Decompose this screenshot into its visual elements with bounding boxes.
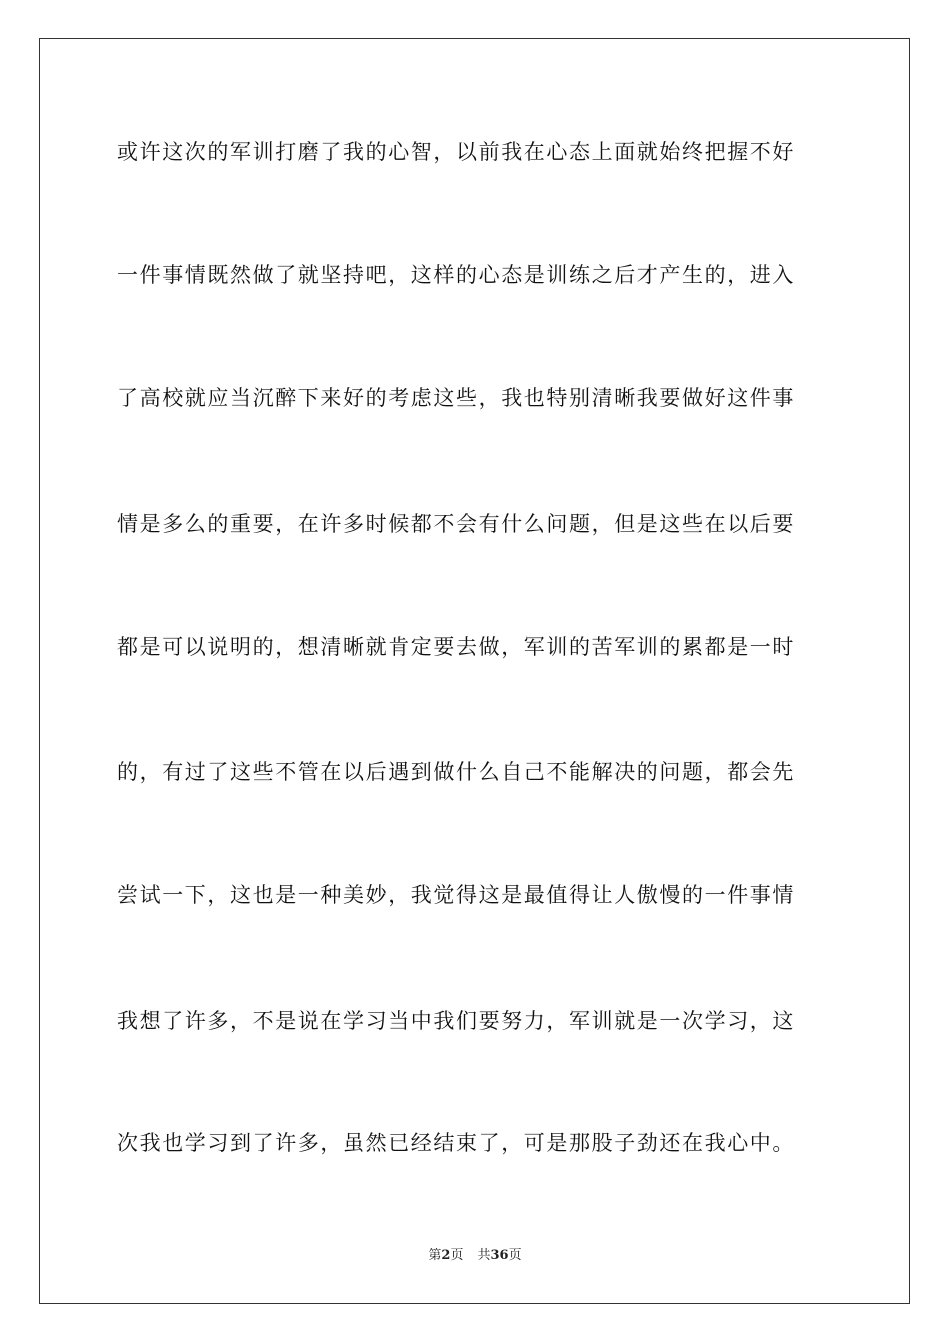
page-footer bbox=[0, 1247, 950, 1265]
body-text-line: 了高校就应当沉醉下来好的考虑这些，我也特别清晰我要做好这件事 bbox=[117, 386, 795, 410]
body-text-line: 次我也学习到了许多，虽然已经结束了，可是那股子劲还在我心中。 bbox=[117, 1131, 795, 1155]
body-text-line: 或许这次的军训打磨了我的心智，以前我在心态上面就始终把握不好 bbox=[117, 140, 795, 164]
total-suffix: 页 bbox=[508, 1248, 522, 1263]
body-text-line: 都是可以说明的，想清晰就肯定要去做，军训的苦军训的累都是一时 bbox=[117, 635, 795, 659]
page-number: 2 bbox=[441, 1248, 451, 1263]
body-text-line: 一件事情既然做了就坚持吧，这样的心态是训练之后才产生的，进入 bbox=[117, 263, 795, 287]
body-text-line: 尝试一下，这也是一种美妙，我觉得这是最值得让人傲慢的一件事情 bbox=[117, 883, 795, 907]
total-prefix: 共 bbox=[477, 1248, 491, 1263]
body-text-line: 我想了许多，不是说在学习当中我们要努力，军训就是一次学习，这 bbox=[117, 1009, 795, 1033]
page-border bbox=[39, 38, 910, 1304]
total-pages: 36 bbox=[490, 1248, 509, 1263]
body-text-line: 情是多么的重要，在许多时候都不会有什么问题，但是这些在以后要 bbox=[117, 512, 795, 536]
page-prefix: 第 bbox=[428, 1248, 442, 1263]
page-suffix: 页 bbox=[450, 1248, 464, 1263]
body-text-line: 的，有过了这些不管在以后遇到做什么自己不能解决的问题，都会先 bbox=[117, 760, 795, 784]
